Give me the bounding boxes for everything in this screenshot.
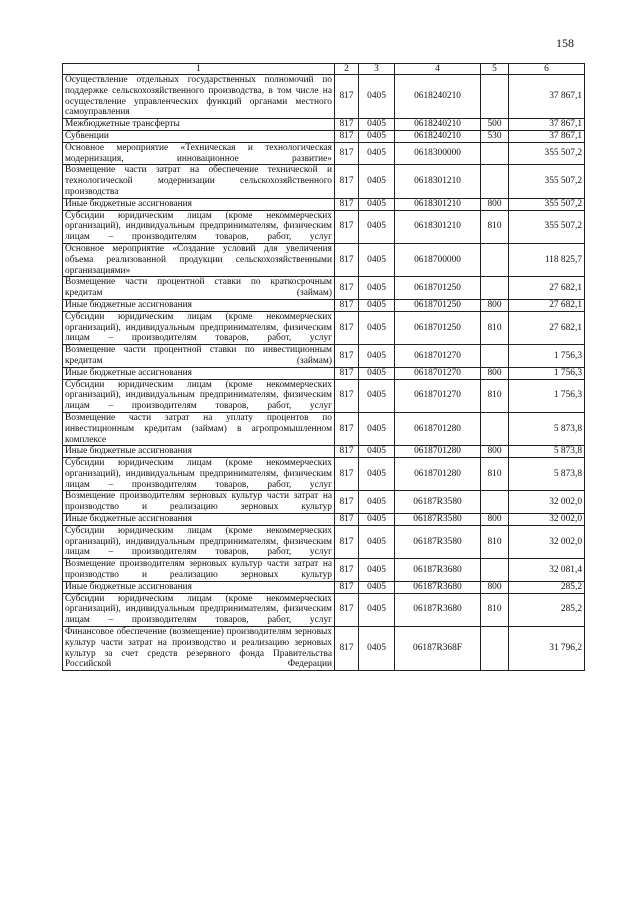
ministry-code-cell: 817 [335,198,359,210]
section-code-cell: 0405 [359,299,395,311]
target-article-cell: 0618701250 [395,311,481,344]
expense-type-cell: 810 [481,593,509,626]
expense-type-cell [481,142,509,165]
expense-type-cell [481,75,509,119]
target-article-cell: 0618301210 [395,198,481,210]
ministry-code-cell: 817 [335,142,359,165]
amount-cell: 1 756,3 [509,345,585,368]
target-article-cell: 0618240210 [395,130,481,142]
amount-cell: 355 507,2 [509,142,585,165]
amount-cell: 37 867,1 [509,75,585,119]
expense-type-cell [481,559,509,582]
row-name-cell: Субсидии юридическим лицам (кроме некоммерческих организаций), индивидуальным предпринимателям, физическим лицам – производителям товаров, работ, услуг [63,458,335,491]
amount-cell: 5 873,8 [509,446,585,458]
section-code-cell: 0405 [359,446,395,458]
table-row [63,243,585,276]
row-name-cell: Иные бюджетные ассигнования [63,299,335,311]
expense-type-cell: 800 [481,299,509,311]
target-article-cell: 0618700000 [395,243,481,276]
target-article-cell: 0618701280 [395,458,481,491]
amount-cell: 31 796,2 [509,627,585,671]
table-row [63,627,585,671]
section-code-cell: 0405 [359,412,395,445]
expense-type-cell [481,345,509,368]
section-code-cell: 0405 [359,75,395,119]
target-article-cell: 0618240210 [395,75,481,119]
expense-type-cell: 810 [481,311,509,344]
target-article-cell: 06187R3580 [395,514,481,526]
ministry-code-cell: 817 [335,458,359,491]
target-article-cell: 0618701280 [395,412,481,445]
ministry-code-cell: 817 [335,412,359,445]
section-code-cell: 0405 [359,458,395,491]
target-article-cell: 06187R3580 [395,491,481,514]
ministry-code-cell: 817 [335,627,359,671]
ministry-code-cell: 817 [335,525,359,558]
row-name-cell: Возмещение производителям зерновых культур части затрат на производство и реализацию зерновых культур [63,559,335,582]
amount-cell: 5 873,8 [509,412,585,445]
ministry-code-cell: 817 [335,243,359,276]
ministry-code-cell: 817 [335,311,359,344]
row-name-cell: Возмещение части затрат на обеспечение технической и технологической модернизации сельскохозяйственного производства [63,165,335,198]
table-row [63,165,585,198]
target-article-cell: 0618701250 [395,277,481,300]
amount-cell: 27 682,1 [509,311,585,344]
target-article-cell: 06187R368F [395,627,481,671]
amount-cell: 32 081,4 [509,559,585,582]
table-row [63,277,585,300]
section-code-cell: 0405 [359,198,395,210]
ministry-code-cell: 817 [335,491,359,514]
ministry-code-cell: 817 [335,446,359,458]
amount-cell: 5 873,8 [509,458,585,491]
expense-type-cell: 500 [481,119,509,131]
row-name-cell: Иные бюджетные ассигнования [63,446,335,458]
ministry-code-cell: 817 [335,75,359,119]
target-article-cell: 06187R3680 [395,593,481,626]
ministry-code-cell: 817 [335,367,359,379]
amount-cell: 355 507,2 [509,210,585,243]
column-header: 3 [359,64,395,75]
row-name-cell: Субсидии юридическим лицам (кроме некоммерческих организаций), индивидуальным предпринимателям, физическим лицам – производителям товаров, работ, услуг [63,311,335,344]
budget-table [62,63,585,671]
row-name-cell: Межбюджетные трансферты [63,119,335,131]
section-code-cell: 0405 [359,243,395,276]
target-article-cell: 06187R3680 [395,559,481,582]
row-name-cell: Субсидии юридическим лицам (кроме некоммерческих организаций), индивидуальным предпринимателям, физическим лицам – производителям товаров, работ, услуг [63,593,335,626]
section-code-cell: 0405 [359,367,395,379]
section-code-cell: 0405 [359,277,395,300]
table-row [63,559,585,582]
expense-type-cell: 800 [481,446,509,458]
section-code-cell: 0405 [359,514,395,526]
table-row [63,593,585,626]
expense-type-cell: 810 [481,210,509,243]
ministry-code-cell: 817 [335,345,359,368]
section-code-cell: 0405 [359,559,395,582]
table-row [63,525,585,558]
expense-type-cell [481,243,509,276]
expense-type-cell: 800 [481,198,509,210]
expense-type-cell [481,491,509,514]
amount-cell: 37 867,1 [509,130,585,142]
amount-cell: 355 507,2 [509,165,585,198]
expense-type-cell: 810 [481,525,509,558]
row-name-cell: Иные бюджетные ассигнования [63,581,335,593]
row-name-cell: Возмещение части процентной ставки по инвестиционным кредитам (займам) [63,345,335,368]
ministry-code-cell: 817 [335,593,359,626]
amount-cell: 27 682,1 [509,277,585,300]
section-code-cell: 0405 [359,311,395,344]
table-row [63,491,585,514]
expense-type-cell [481,412,509,445]
table-row [63,311,585,344]
amount-cell: 32 002,0 [509,525,585,558]
column-header: 6 [509,64,585,75]
section-code-cell: 0405 [359,165,395,198]
row-name-cell: Иные бюджетные ассигнования [63,198,335,210]
expense-type-cell: 800 [481,367,509,379]
row-name-cell: Основное мероприятие «Техническая и технологическая модернизация, инновационное развитие» [63,142,335,165]
amount-cell: 1 756,3 [509,379,585,412]
section-code-cell: 0405 [359,627,395,671]
target-article-cell: 06187R3580 [395,525,481,558]
ministry-code-cell: 817 [335,210,359,243]
table-row [63,299,585,311]
column-header: 5 [481,64,509,75]
ministry-code-cell: 817 [335,379,359,412]
table-header-row [63,64,585,75]
target-article-cell: 0618701270 [395,345,481,368]
ministry-code-cell: 817 [335,119,359,131]
table-row [63,210,585,243]
ministry-code-cell: 817 [335,581,359,593]
column-header: 2 [335,64,359,75]
row-name-cell: Возмещение части затрат на уплату процентов по инвестиционным кредитам (займам) в агропромышленном комплексе [63,412,335,445]
target-article-cell: 0618701270 [395,379,481,412]
table-row [63,130,585,142]
table-row [63,379,585,412]
amount-cell: 285,2 [509,581,585,593]
row-name-cell: Иные бюджетные ассигнования [63,514,335,526]
expense-type-cell: 800 [481,581,509,593]
amount-cell: 118 825,7 [509,243,585,276]
target-article-cell: 06187R3680 [395,581,481,593]
row-name-cell: Субвенции [63,130,335,142]
section-code-cell: 0405 [359,525,395,558]
ministry-code-cell: 817 [335,514,359,526]
row-name-cell: Субсидии юридическим лицам (кроме некоммерческих организаций), индивидуальным предпринимателям, физическим лицам – производителям товаров, работ, услуг [63,525,335,558]
row-name-cell: Осуществление отдельных государственных полномочий по поддержке сельскохозяйственного производства, в том числе на осуществление управленческих функций органами местного самоуправления [63,75,335,119]
expense-type-cell [481,627,509,671]
expense-type-cell [481,165,509,198]
amount-cell: 32 002,0 [509,514,585,526]
table-row [63,581,585,593]
row-name-cell: Возмещение части процентной ставки по краткосрочным кредитам (займам) [63,277,335,300]
section-code-cell: 0405 [359,119,395,131]
ministry-code-cell: 817 [335,277,359,300]
section-code-cell: 0405 [359,345,395,368]
target-article-cell: 0618301210 [395,165,481,198]
table-row [63,198,585,210]
target-article-cell: 0618240210 [395,119,481,131]
section-code-cell: 0405 [359,210,395,243]
table-row [63,367,585,379]
row-name-cell: Субсидии юридическим лицам (кроме некоммерческих организаций), индивидуальным предпринимателям, физическим лицам – производителям товаров, работ, услуг [63,210,335,243]
section-code-cell: 0405 [359,581,395,593]
column-header: 1 [63,64,335,75]
target-article-cell: 0618701280 [395,446,481,458]
table-row [63,412,585,445]
row-name-cell: Возмещение производителям зерновых культур части затрат на производство и реализацию зерновых культур [63,491,335,514]
table-row [63,119,585,131]
row-name-cell: Иные бюджетные ассигнования [63,367,335,379]
row-name-cell: Основное мероприятие «Создание условий для увеличения объема реализованной продукции сельскохозяйственными организациями» [63,243,335,276]
column-header: 4 [395,64,481,75]
table-row [63,345,585,368]
expense-type-cell [481,277,509,300]
ministry-code-cell: 817 [335,130,359,142]
target-article-cell: 0618300000 [395,142,481,165]
table-row [63,75,585,119]
amount-cell: 355 507,2 [509,198,585,210]
ministry-code-cell: 817 [335,299,359,311]
expense-type-cell: 800 [481,514,509,526]
table-row [63,458,585,491]
expense-type-cell: 810 [481,458,509,491]
target-article-cell: 0618301210 [395,210,481,243]
section-code-cell: 0405 [359,593,395,626]
table-row [63,142,585,165]
section-code-cell: 0405 [359,130,395,142]
row-name-cell: Субсидии юридическим лицам (кроме некоммерческих организаций), индивидуальным предпринимателям, физическим лицам – производителям товаров, работ, услуг [63,379,335,412]
target-article-cell: 0618701250 [395,299,481,311]
table-row [63,446,585,458]
ministry-code-cell: 817 [335,165,359,198]
section-code-cell: 0405 [359,491,395,514]
ministry-code-cell: 817 [335,559,359,582]
table-row [63,514,585,526]
amount-cell: 37 867,1 [509,119,585,131]
amount-cell: 285,2 [509,593,585,626]
amount-cell: 27 682,1 [509,299,585,311]
expense-type-cell: 530 [481,130,509,142]
expense-type-cell: 810 [481,379,509,412]
section-code-cell: 0405 [359,379,395,412]
target-article-cell: 0618701270 [395,367,481,379]
amount-cell: 1 756,3 [509,367,585,379]
section-code-cell: 0405 [359,142,395,165]
page-number: 158 [556,36,574,50]
amount-cell: 32 002,0 [509,491,585,514]
row-name-cell: Финансовое обеспечение (возмещение) производителям зерновых культур части затрат на производство и реализацию зерновых культур за счет средств резервного фонда Правительства Российской Федерации [63,627,335,671]
